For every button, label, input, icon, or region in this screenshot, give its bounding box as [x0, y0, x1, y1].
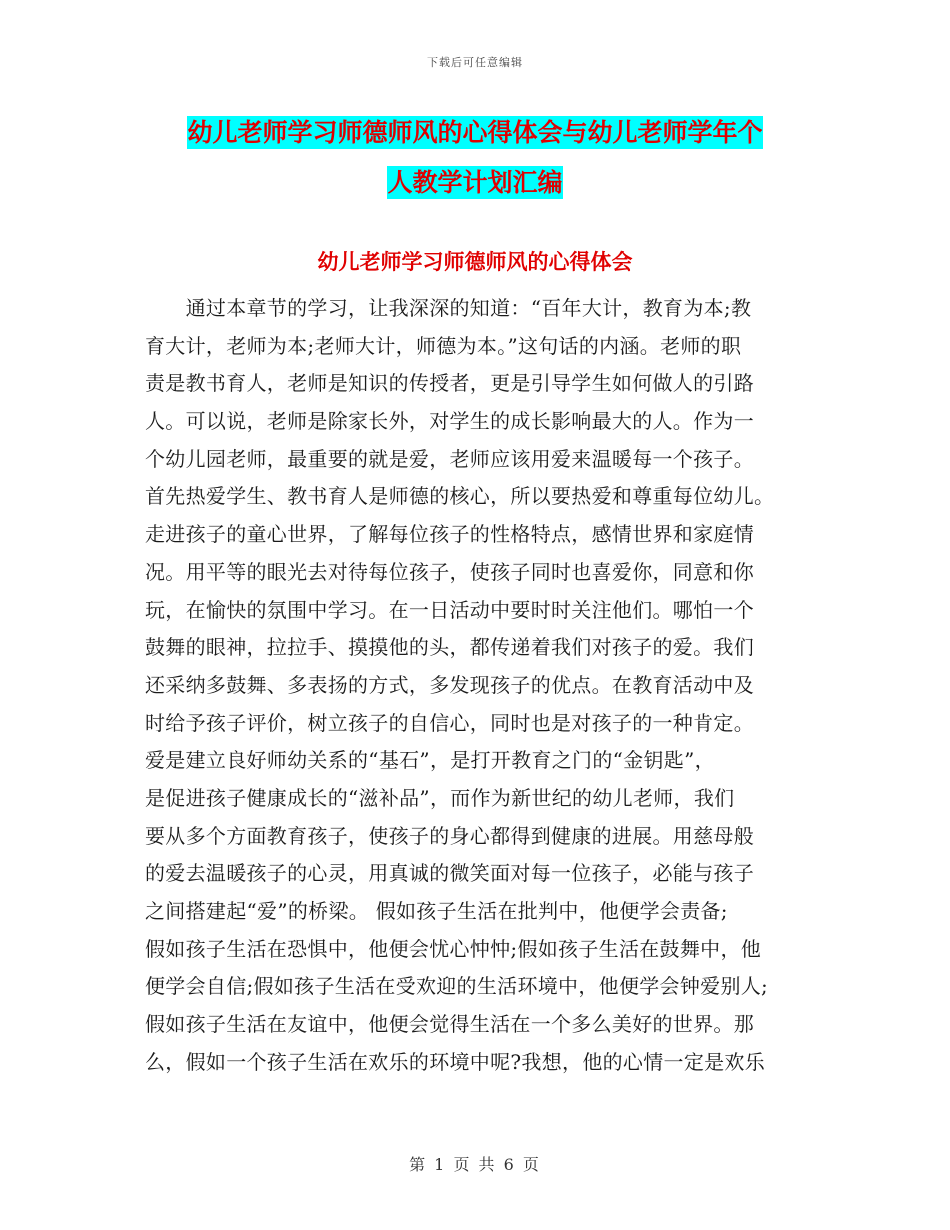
- body-line: 爱是建立良好师幼关系的“基石”，是打开教育之门的“金钥匙”，: [145, 748, 715, 773]
- header-note: 下载后可任意编辑: [427, 56, 523, 69]
- body-line: 还采纳多鼓舞、多表扬的方式，多发现孩子的优点。在教育活动中及: [145, 672, 754, 697]
- body-line: 假如孩子生活在恐惧中，他便会忧心忡忡;假如孩子生活在鼓舞中，他: [145, 936, 762, 961]
- body-line: 的爱去温暖孩子的心灵，用真诚的微笑面对每一位孩子，必能与孩子: [145, 861, 754, 886]
- body-line: 人。可以说，老师是除家长外，对学生的成长影响最大的人。作为一: [145, 409, 754, 434]
- body-line: 是促进孩子健康成长的“滋补品”，而作为新世纪的幼儿老师，我们: [145, 785, 735, 810]
- body-line: 之间搭建起“爱”的桥梁。 假如孩子生活在批判中，他便学会责备;: [145, 899, 728, 923]
- body-line: 便学会自信;假如孩子生活在受欢迎的生活环境中，他便学会钟爱别人;: [145, 974, 769, 999]
- section-title: 幼儿老师学习师德师风的心得体会: [317, 250, 633, 274]
- body-line: 么，假如一个孩子生活在欢乐的环境中呢?我想，他的心情一定是欢乐: [145, 1049, 766, 1074]
- body-line: 个幼儿园老师，最重要的就是爱，老师应该用爱来温暖每一个孩子。: [145, 446, 754, 471]
- body-line: 时给予孩子评价，树立孩子的自信心，同时也是对孩子的一种肯定。: [145, 710, 754, 735]
- body-line: 况。用平等的眼光去对待每位孩子，使孩子同时也喜爱你，同意和你: [145, 559, 754, 584]
- body-line: 责是教书育人，老师是知识的传授者，更是引导学生如何做人的引路: [145, 371, 754, 396]
- document-title-line-2: 人教学计划汇编: [387, 168, 563, 197]
- document-title-line-1: 幼儿老师学习师德师风的心得体会与幼儿老师学年个: [187, 118, 763, 147]
- body-line: 玩，在愉快的氛围中学习。在一日活动中要时时关注他们。哪怕一个: [145, 597, 754, 622]
- body-line: 育大计，老师为本;老师大计，师德为本。”这句话的内涵。老师的职: [145, 333, 742, 358]
- page-number-footer: 第 1 页 共 6 页: [409, 1155, 541, 1174]
- body-line: 假如孩子生活在友谊中，他便会觉得生活在一个多么美好的世界。那: [145, 1012, 754, 1037]
- body-line: 首先热爱学生、教书育人是师德的核心，所以要热爱和尊重每位幼儿。: [145, 484, 775, 509]
- document-title: [0, 108, 950, 208]
- body-line: 通过本章节的学习，让我深深的知道：“百年大计，教育为本;教: [145, 296, 752, 320]
- body-line: 鼓舞的眼神，拉拉手、摸摸他的头，都传递着我们对孩子的爱。我们: [145, 635, 754, 660]
- body-text: [145, 290, 810, 1081]
- body-line: 走进孩子的童心世界，了解每位孩子的性格特点，感情世界和家庭情: [145, 522, 754, 547]
- body-line: 要从多个方面教育孩子，使孩子的身心都得到健康的进展。用慈母般: [145, 823, 754, 848]
